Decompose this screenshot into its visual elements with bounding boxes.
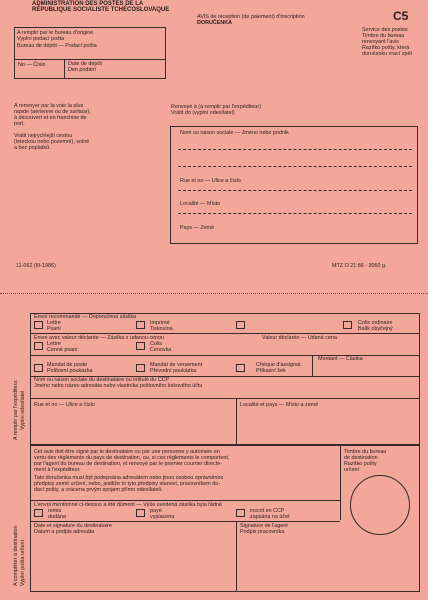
montant-divider bbox=[312, 355, 313, 376]
colis-ordinaire-checkbox[interactable] bbox=[343, 321, 352, 329]
admin-line1: ADMINISTRATION DES POSTES DE LA bbox=[32, 1, 144, 7]
remis-fr: remis bbox=[48, 508, 62, 514]
service-line3: renvoyant l'avis bbox=[362, 39, 399, 45]
fold-line bbox=[0, 293, 428, 294]
row-divider-1 bbox=[30, 333, 420, 334]
inscrit-cz: zapsána na účet bbox=[250, 514, 290, 520]
dest-vertical-2: Vyplní pošta určení bbox=[20, 540, 26, 586]
timbre-divider bbox=[340, 445, 341, 520]
sender-vertical-1: A remplir par l'expéditeur. bbox=[13, 379, 19, 440]
dest-divider-1 bbox=[30, 500, 340, 501]
locality-line[interactable] bbox=[178, 213, 412, 214]
envoi-recommande-label: Envoi recommandé — Doporučená zásilka bbox=[34, 314, 137, 320]
mandat-poste-fr: Mandat de poste bbox=[47, 362, 88, 368]
cert-fr-4: ment à l'expéditeur. bbox=[34, 467, 81, 473]
row-divider-4 bbox=[30, 398, 420, 399]
inscrit-checkbox[interactable] bbox=[236, 509, 245, 517]
date-depot-label: Date de dépôt bbox=[68, 61, 102, 67]
return-line7: a bez poplatků. bbox=[14, 145, 51, 151]
cheque-cz: Příkazní šek bbox=[256, 368, 286, 374]
timbre-3: Razítko pošty bbox=[344, 461, 377, 467]
timbre-2: de destination bbox=[344, 455, 378, 461]
dest-divider-2 bbox=[30, 521, 340, 522]
imprime-fr: Imprimé bbox=[150, 320, 170, 326]
cert-cz-1: Tato doručenka musí být podepsána adresátem nebo jinou osobou oprávněnou bbox=[34, 475, 224, 481]
colis-cz: Cenovka bbox=[150, 347, 172, 353]
dest-vertical-1: A compléter à destination bbox=[13, 525, 19, 586]
origin-line1: A remplir par le bureau d'origine bbox=[17, 30, 94, 36]
cert-cz-2: předpisy země určení, nebo, jestliže to tyto předpisy stanoví, pracovníkem do- bbox=[34, 481, 221, 487]
stamp-circle bbox=[350, 475, 410, 535]
mandat-versement-cz: Převodní poukázka bbox=[150, 368, 197, 374]
service-line2: Timbre du bureau bbox=[362, 33, 405, 39]
colis-ordinaire-fr: Colis ordinaire bbox=[358, 320, 393, 326]
remis-cz: dodána bbox=[48, 514, 66, 520]
agent-signature-1: Signature de l'agent bbox=[240, 523, 288, 529]
paye-cz: vyplacena bbox=[150, 514, 175, 520]
no-label: No — Číslo bbox=[18, 62, 46, 68]
origin-divider bbox=[14, 59, 166, 60]
origin-line3: Bureau de dépôt — Podací pošta bbox=[17, 43, 97, 49]
return-line1: A renvoyer par la voie la plus bbox=[14, 103, 84, 109]
avis-line1: AVIS de réception (de paiement) d'inscription bbox=[197, 14, 305, 20]
return-line2: rapide (aérienne ou de surface), bbox=[14, 109, 91, 115]
cheque-checkbox[interactable] bbox=[236, 364, 245, 372]
nom-destinataire-cz: Jméno nebo název adresáta nebo vlastníka poštovního šekového účtu bbox=[34, 383, 203, 389]
timbre-4: určení bbox=[344, 467, 359, 473]
origin-line2: Vyplní podací pošta bbox=[17, 36, 65, 42]
lettre2-fr: Lettre bbox=[47, 341, 61, 347]
date-signature-2: Datum a podpis adresáta bbox=[34, 529, 95, 535]
name-line-2[interactable] bbox=[178, 166, 412, 167]
service-line4: Razítko pošty, která bbox=[362, 45, 410, 51]
nom-destinataire-fr: Nom ou raison sociale du destinataire ou intitulé du CCP bbox=[34, 377, 170, 383]
envoi-mentionne: L'envoi mentionné ci-dessus a été dûment — Výše uvedená zásilka byla řádně bbox=[34, 502, 223, 508]
lettre-cz: Psaní bbox=[47, 326, 61, 332]
mandat-poste-cz: Poštovní poukázka bbox=[47, 368, 93, 374]
return-line5: Vrátit nejrychlejší cestou bbox=[14, 133, 73, 139]
imprime-checkbox[interactable] bbox=[136, 321, 145, 329]
cert-fr-3: par l'agent du bureau de destination, et renvoyé par le premier courrier directe- bbox=[34, 461, 223, 467]
sender-line2: Vrátit do (vyplní odesílatel) bbox=[171, 110, 235, 116]
mandat-versement-checkbox[interactable] bbox=[136, 364, 145, 372]
envoi-valeur-label: Envoi avec valeur déclarée — Zásilka s udanou cenou bbox=[34, 335, 165, 341]
form-code: C5 bbox=[393, 9, 409, 23]
sender-street-label: Rue et no — Ulice a číslo bbox=[180, 178, 241, 184]
valeur-declaree-label: Valeur déclarée — Udaná cena bbox=[262, 335, 337, 341]
inscrit-fr: inscrit en CCP bbox=[250, 508, 285, 514]
street-line[interactable] bbox=[178, 190, 412, 191]
agent-signature-2: Podpis pracovníka bbox=[240, 529, 285, 535]
remis-checkbox[interactable] bbox=[34, 509, 43, 517]
name-line[interactable] bbox=[178, 149, 412, 150]
address-col-divider bbox=[236, 398, 237, 445]
lettre-fr: Lettre bbox=[47, 320, 61, 326]
avis-line2: DORUČENKA bbox=[197, 20, 233, 26]
admin-line2: RÉPUBLIQUE SOCIALISTE TCHÉCOSLOVAQUE bbox=[32, 7, 170, 13]
cert-cz-3: dací pošty, a vrácena prvým spojem přímo odesílateli. bbox=[34, 487, 163, 493]
sender-name-label: Nom ou raison sociale — Jméno nebo podnik bbox=[180, 130, 289, 136]
return-line6: (leteckou nebo pozemní), volně bbox=[14, 139, 90, 145]
paye-fr: payé bbox=[150, 508, 162, 514]
colis-fr: Colis bbox=[150, 341, 162, 347]
sender-line1: Renvoyé à (à remplir par l'expéditeur) bbox=[171, 104, 262, 110]
timbre-1: Timbre du bureau bbox=[344, 449, 387, 455]
return-line3: à découvert et en franchise de bbox=[14, 115, 87, 121]
colis-valeur-checkbox[interactable] bbox=[136, 342, 145, 350]
cert-fr-1: Cet avis doit être signé par le destinataire ou par une personne y autorisée en bbox=[34, 449, 220, 455]
form-number-left: 11-062 (III-1986) bbox=[16, 263, 56, 269]
montant-label: Montant — Částka bbox=[318, 356, 363, 362]
mandat-poste-checkbox[interactable] bbox=[34, 364, 43, 372]
date-signature-1: Date et signature du destinataire bbox=[34, 523, 112, 529]
imprime-cz: Tiskovina bbox=[150, 326, 173, 332]
service-line5: doručenku vrací zpět bbox=[362, 51, 413, 57]
return-line4: port. bbox=[14, 121, 25, 127]
rue-label: Rue et no — Ulice a číslo bbox=[34, 402, 95, 408]
lettre-valeur-checkbox[interactable] bbox=[34, 342, 43, 350]
sender-locality-label: Localité — Místo bbox=[180, 201, 221, 207]
origin-col-divider bbox=[64, 59, 65, 79]
localite-label: Localité et pays — Místo a země bbox=[240, 402, 319, 408]
cert-fr-2: vertu des règlements du pays de destination, ou, si ces règlements le comportent, bbox=[34, 455, 230, 461]
mandat-versement-fr: Mandat de versement bbox=[150, 362, 203, 368]
service-line1: Service des postes bbox=[362, 27, 408, 33]
sender-vertical-2: Vyplní odesílatel bbox=[20, 390, 26, 430]
paye-checkbox[interactable] bbox=[136, 509, 145, 517]
empty-checkbox-1[interactable] bbox=[236, 321, 245, 329]
print-code-right: MTZ O 21 86 - 3060 g. bbox=[332, 263, 387, 269]
sender-country-label: Pays — Země bbox=[180, 225, 215, 231]
colis-ordinaire-cz: Balík obyčejný bbox=[358, 326, 393, 332]
lettre-checkbox[interactable] bbox=[34, 321, 43, 329]
signature-divider bbox=[236, 521, 237, 592]
cheque-fr: Chèque d'assignat. bbox=[256, 362, 302, 368]
den-podani-label: Den podání bbox=[68, 67, 96, 73]
lettre2-cz: Cenné psaní bbox=[47, 347, 78, 353]
